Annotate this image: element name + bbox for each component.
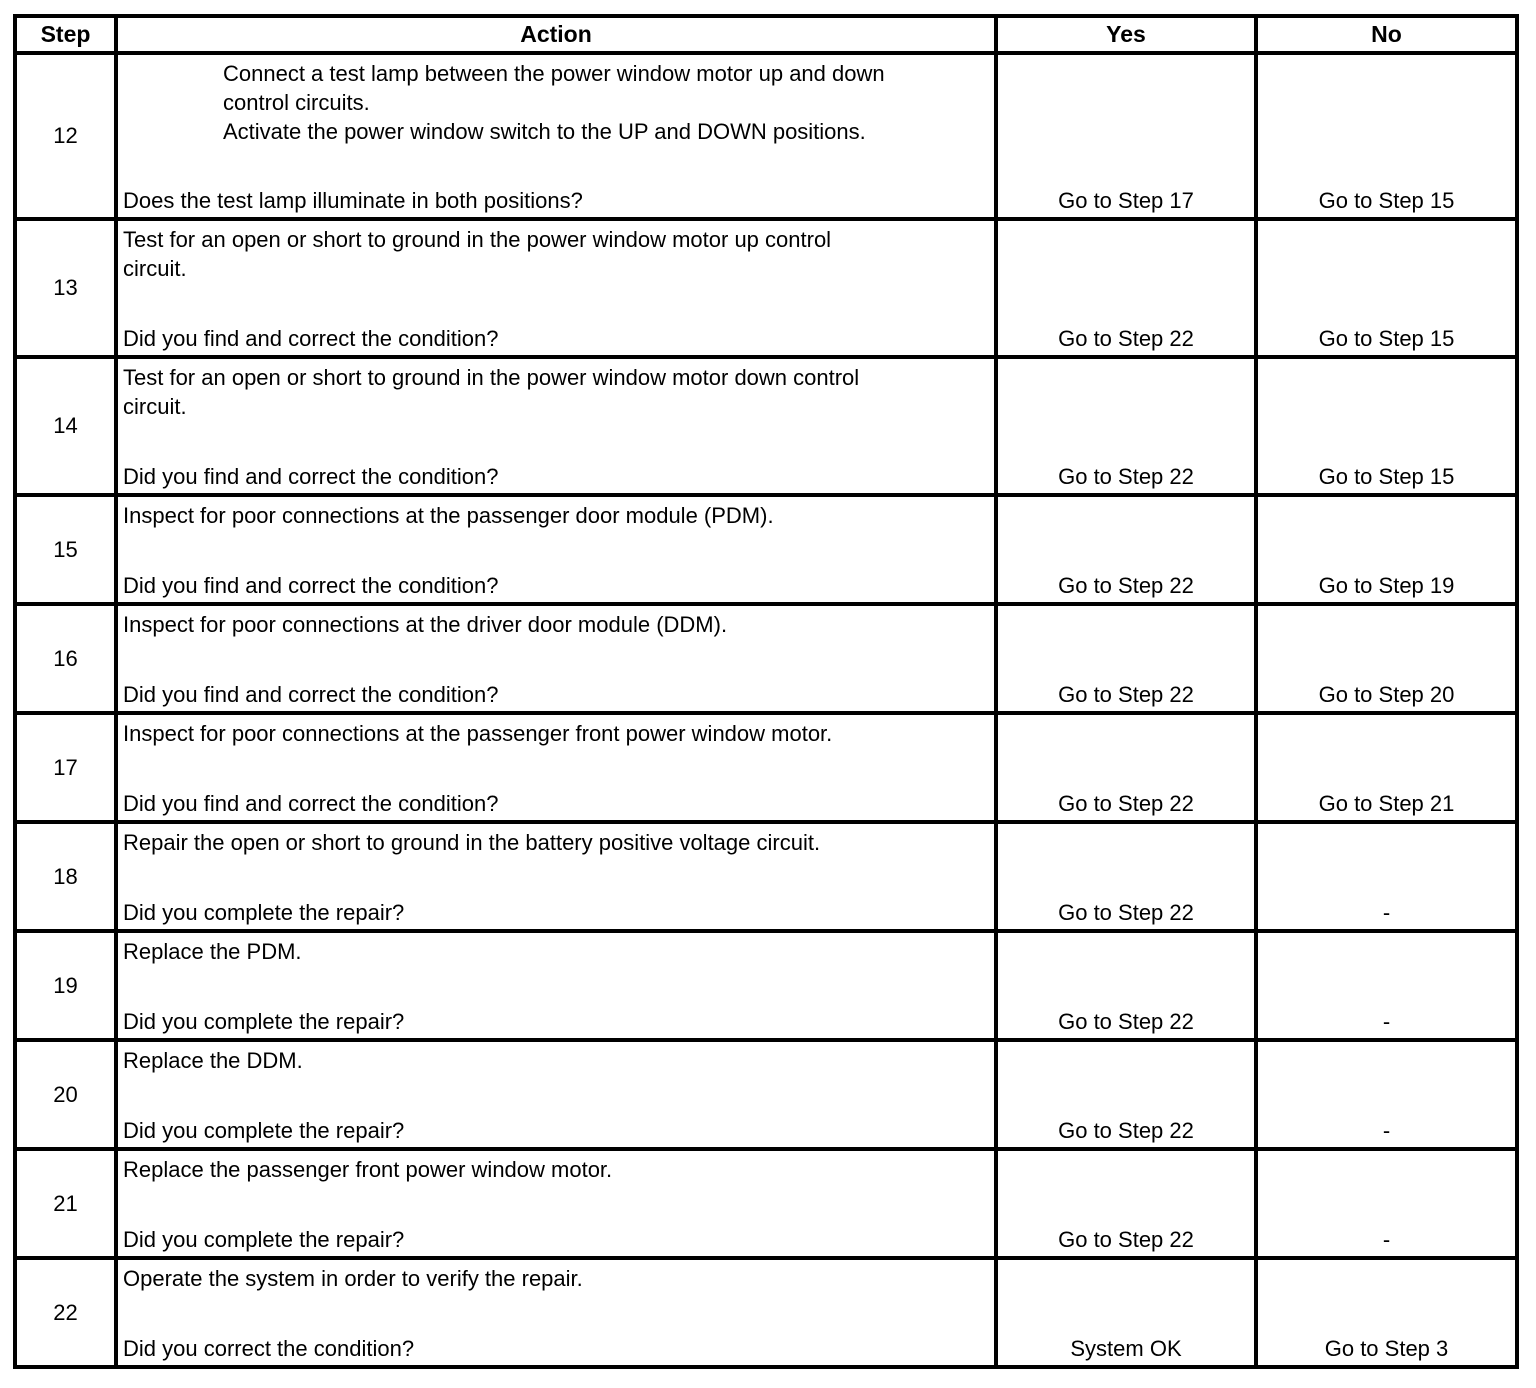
no-result: Go to Step 21 (1318, 791, 1455, 816)
action-line: Inspect for poor connections at the passenger front power window motor. (123, 721, 833, 746)
yes-result: Go to Step 22 (1058, 326, 1194, 351)
yes-cell (996, 1149, 1256, 1258)
yes-result: Go to Step 22 (1058, 1009, 1194, 1034)
table-row (15, 219, 1517, 357)
no-result: - (1382, 1118, 1391, 1143)
table-row (15, 822, 1517, 931)
step-number: 22 (15, 1258, 116, 1367)
action-line: Test for an open or short to ground in the power window motor up control (123, 227, 832, 252)
no-result: Go to Step 20 (1318, 682, 1455, 707)
yes-cell (996, 495, 1256, 604)
diagnostic-table (13, 14, 1519, 1369)
step-number: 18 (15, 822, 116, 931)
action-question: Did you complete the repair? (123, 1118, 405, 1143)
yes-cell (996, 357, 1256, 495)
action-question: Did you complete the repair? (123, 1009, 405, 1034)
step-number: 21 (15, 1149, 116, 1258)
action-line: Activate the power window switch to the UP and DOWN positions. (223, 119, 866, 144)
yes-cell (996, 1258, 1256, 1367)
table-row (15, 713, 1517, 822)
yes-cell (996, 604, 1256, 713)
yes-result: Go to Step 22 (1058, 573, 1194, 598)
action-line: Repair the open or short to ground in the battery positive voltage circuit. (123, 830, 821, 855)
action-line: Replace the DDM. (123, 1048, 303, 1073)
action-question: Did you correct the condition? (123, 1336, 415, 1361)
action-question: Did you complete the repair? (123, 1227, 405, 1252)
step-number: 16 (15, 604, 116, 713)
step-number: 17 (15, 713, 116, 822)
yes-cell (996, 713, 1256, 822)
no-cell (1256, 219, 1517, 357)
no-cell (1256, 604, 1517, 713)
no-cell (1256, 931, 1517, 1040)
no-cell (1256, 53, 1517, 219)
yes-result: Go to Step 22 (1058, 682, 1194, 707)
no-cell (1256, 1149, 1517, 1258)
action-cell (116, 1040, 996, 1149)
table-row (15, 53, 1517, 219)
yes-cell (996, 822, 1256, 931)
action-question: Did you find and correct the condition? (123, 326, 499, 351)
no-result: Go to Step 19 (1318, 573, 1455, 598)
no-cell (1256, 713, 1517, 822)
action-question: Did you complete the repair? (123, 900, 405, 925)
yes-result: Go to Step 22 (1058, 1118, 1194, 1143)
action-cell (116, 604, 996, 713)
action-line: Inspect for poor connections at the driver door module (DDM). (123, 612, 728, 637)
no-cell (1256, 495, 1517, 604)
action-line: Replace the passenger front power window motor. (123, 1157, 613, 1182)
no-cell (1256, 357, 1517, 495)
step-number: 13 (15, 219, 116, 357)
step-number: 19 (15, 931, 116, 1040)
table-row (15, 604, 1517, 713)
action-line: control circuits. (223, 90, 370, 115)
header-action: Action (116, 16, 996, 53)
yes-result: Go to Step 22 (1058, 791, 1194, 816)
header-no: No (1256, 16, 1517, 53)
yes-result: Go to Step 17 (1058, 188, 1194, 213)
no-result: - (1382, 1227, 1391, 1252)
action-cell (116, 53, 996, 219)
header-step: Step (15, 16, 116, 53)
table-row (15, 1258, 1517, 1367)
yes-cell (996, 53, 1256, 219)
action-question: Does the test lamp illuminate in both positions? (123, 188, 583, 213)
action-question: Did you find and correct the condition? (123, 573, 499, 598)
yes-result: Go to Step 22 (1058, 900, 1194, 925)
no-result: Go to Step 15 (1318, 464, 1455, 489)
action-line: Replace the PDM. (123, 939, 302, 964)
table-row (15, 931, 1517, 1040)
no-result: - (1382, 1009, 1391, 1034)
no-result: Go to Step 3 (1324, 1336, 1449, 1361)
step-number: 14 (15, 357, 116, 495)
yes-result: Go to Step 22 (1058, 1227, 1194, 1252)
table-row (15, 357, 1517, 495)
yes-cell (996, 219, 1256, 357)
header-row (15, 16, 1517, 53)
action-cell (116, 931, 996, 1040)
action-cell (116, 495, 996, 604)
no-cell (1256, 822, 1517, 931)
action-line: Test for an open or short to ground in the power window motor down control (123, 365, 860, 390)
table-row (15, 1149, 1517, 1258)
action-question: Did you find and correct the condition? (123, 682, 499, 707)
step-number: 15 (15, 495, 116, 604)
action-question: Did you find and correct the condition? (123, 791, 499, 816)
table-row (15, 495, 1517, 604)
no-result: Go to Step 15 (1318, 326, 1455, 351)
yes-result: Go to Step 22 (1058, 464, 1194, 489)
no-result: - (1382, 900, 1391, 925)
action-line: Operate the system in order to verify the repair. (123, 1266, 583, 1291)
no-cell (1256, 1258, 1517, 1367)
action-cell (116, 713, 996, 822)
no-cell (1256, 1040, 1517, 1149)
action-cell (116, 357, 996, 495)
no-result: Go to Step 15 (1318, 188, 1455, 213)
action-question: Did you find and correct the condition? (123, 464, 499, 489)
action-cell (116, 219, 996, 357)
yes-result: System OK (1070, 1336, 1182, 1361)
action-cell (116, 822, 996, 931)
yes-cell (996, 1040, 1256, 1149)
header-yes: Yes (996, 16, 1256, 53)
action-cell (116, 1149, 996, 1258)
action-cell (116, 1258, 996, 1367)
step-number: 20 (15, 1040, 116, 1149)
yes-cell (996, 931, 1256, 1040)
table-row (15, 1040, 1517, 1149)
action-line: Inspect for poor connections at the passenger door module (PDM). (123, 503, 774, 528)
action-line: circuit. (123, 256, 187, 281)
action-line: Connect a test lamp between the power window motor up and down (223, 61, 885, 86)
step-number: 12 (15, 53, 116, 219)
action-line: circuit. (123, 394, 187, 419)
